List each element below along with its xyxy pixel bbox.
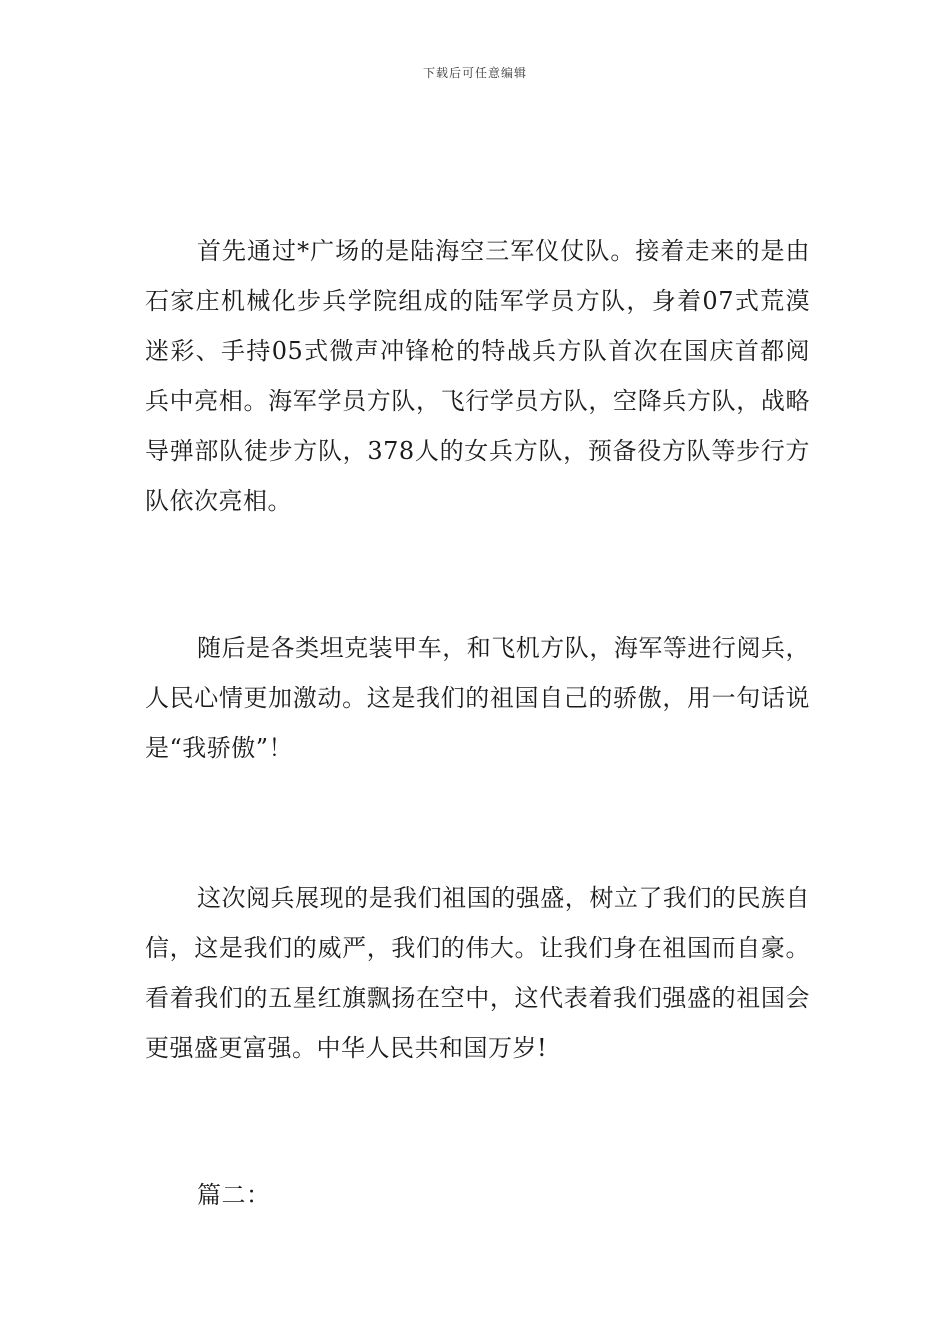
page-header-note: 下载后可任意编辑 xyxy=(422,66,527,80)
section-heading-part-two: 篇二： xyxy=(197,1181,271,1209)
body-paragraph-2: 随后是各类坦克装甲车，和飞机方队，海军等进行阅兵，人民心情更加激动。这是我们的祖国自己的骄傲，用一句话说是“我骄傲”！ xyxy=(145,634,810,762)
body-paragraph-1: 首先通过*广场的是陆海空三军仪仗队。接着走来的是由石家庄机械化步兵学院组成的陆军学员方队，身着07式荒漠迷彩、手持05式微声冲锋枪的特战兵方队首次在国庆首都阅兵中亮相。海军学员方队，飞行学员方队，空降兵方队，战略导弹部队徒步方队，378人的女兵方队，预备役方队等步行方队依次亮相。 xyxy=(145,237,810,515)
body-paragraph-3: 这次阅兵展现的是我们祖国的强盛，树立了我们的民族自信，这是我们的威严，我们的伟大。让我们身在祖国而自豪。看着我们的五星红旗飘扬在空中，这代表着我们强盛的祖国会更强盛更富强。中华人民共和国万岁! xyxy=(145,884,810,1062)
